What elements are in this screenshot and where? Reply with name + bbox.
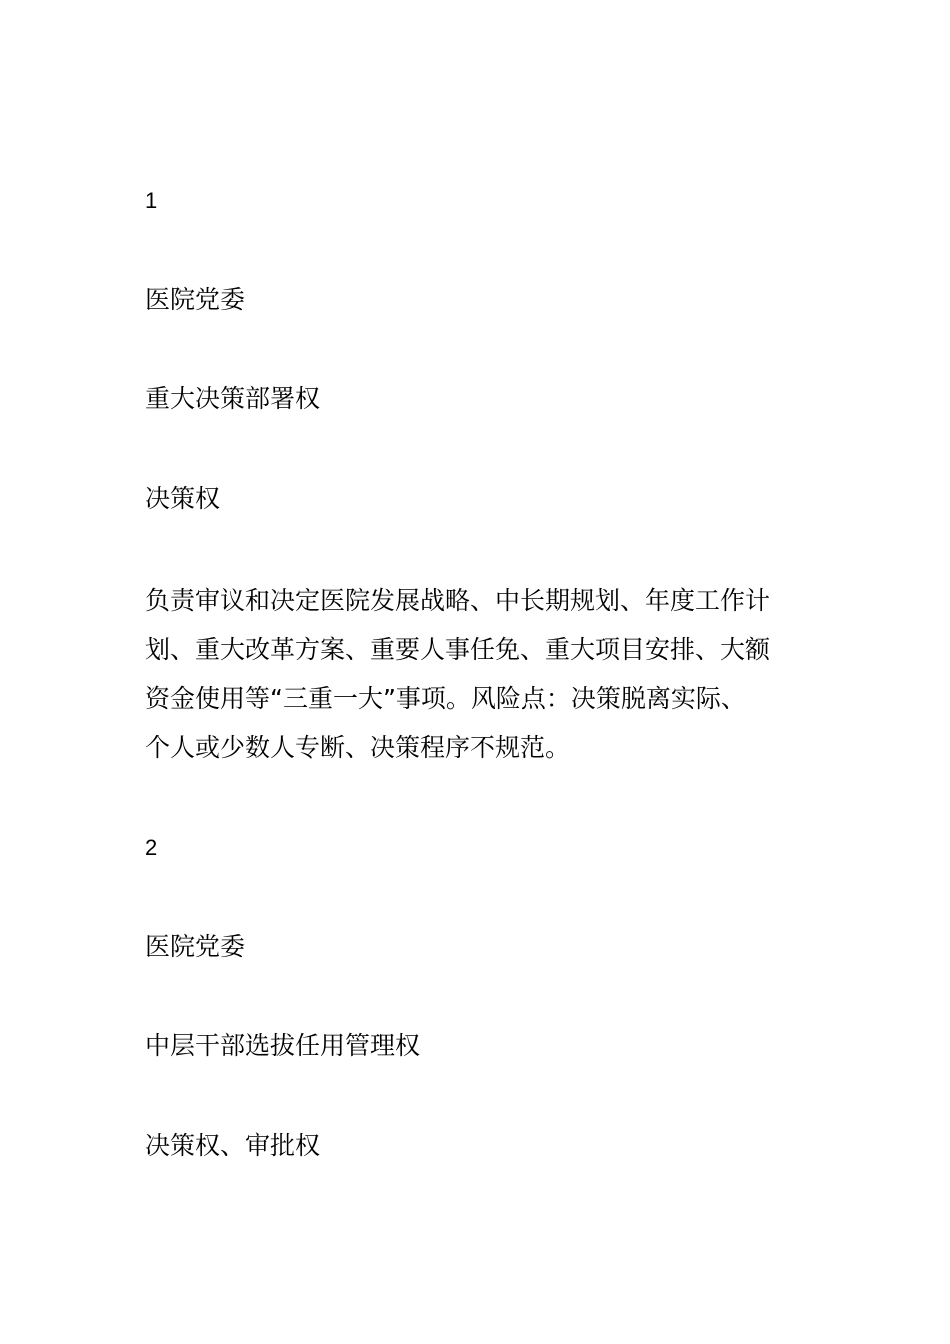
entry-2-power-type: 决策权、审批权 (145, 1131, 321, 1160)
entry-1-description-line: 划、重大改革方案、重要人事任免、重大项目安排、大额 (145, 635, 771, 664)
entry-1-index: 1 (145, 188, 158, 213)
entry-2-index: 2 (145, 835, 158, 860)
entry-2-power-item: 中层干部选拔任用管理权 (145, 1031, 421, 1060)
entry-1-description-line: 负责审议和决定医院发展战略、中长期规划、年度工作计 (145, 586, 771, 615)
entry-1-power-item: 重大决策部署权 (145, 384, 321, 413)
entry-1-subject: 医院党委 (145, 285, 246, 314)
entry-2-subject: 医院党委 (145, 932, 246, 961)
entry-1-description-line: 个人或少数人专断、决策程序不规范。 (145, 733, 571, 762)
entry-1-description (145, 576, 815, 772)
entry-1-description-line: 资金使用等“三重一大”事项。风险点：决策脱离实际、 (145, 684, 746, 713)
entry-1-power-type: 决策权 (145, 484, 221, 513)
